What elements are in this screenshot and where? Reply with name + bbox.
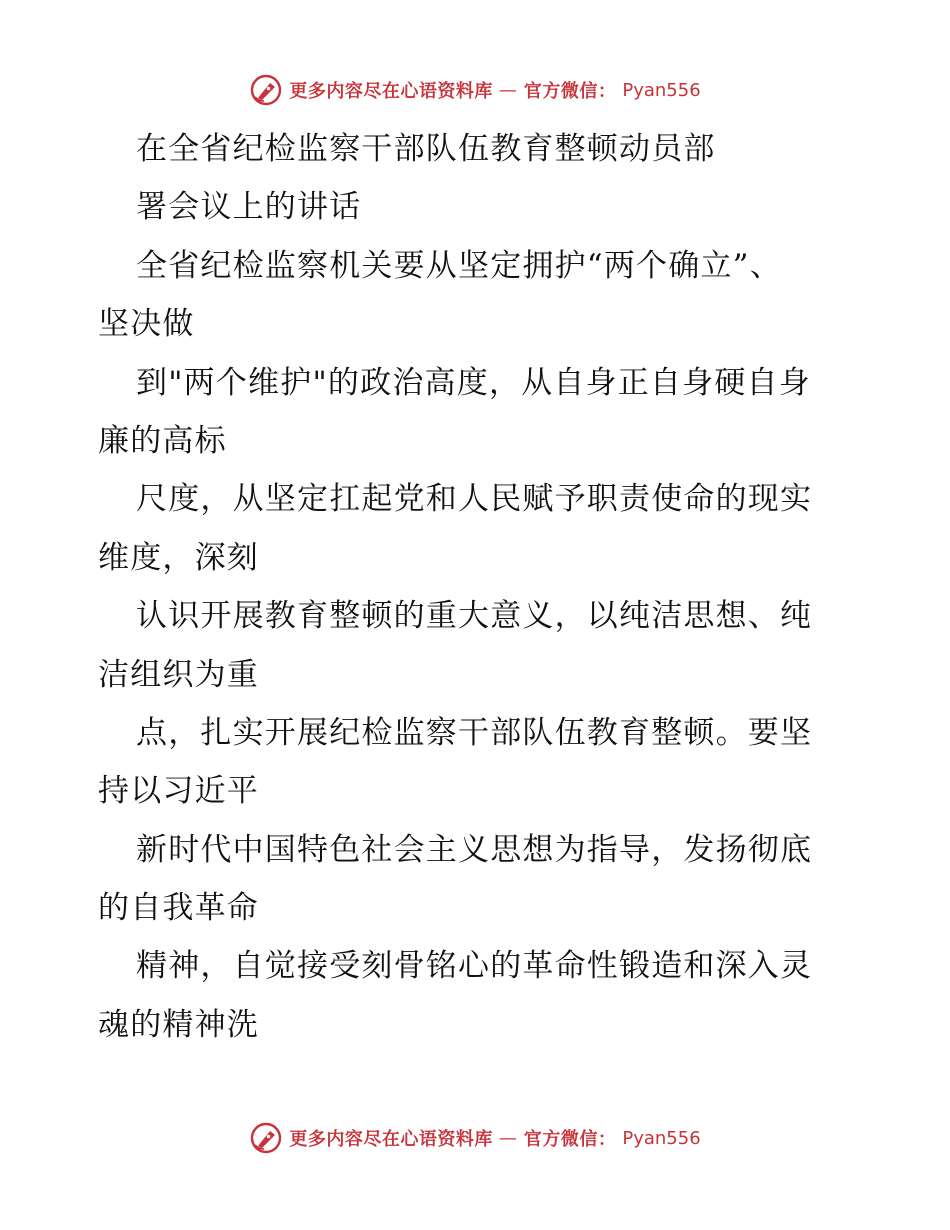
footer-watermark [0,1118,950,1158]
paragraph-line: 坚决做 [98,306,195,343]
paragraph-line: 的自我革命 [98,890,259,927]
paragraph-line: 持以习近平 [98,773,259,810]
paragraph-line: 新时代中国特色社会主义思想为指导，发扬彻底 [136,831,813,868]
document-body [98,120,858,1054]
header-watermark [0,70,950,110]
paragraph-line: 全省纪检监察机关要从坚定拥护“两个确立”、 [136,247,782,284]
paragraph-line: 维度，深刻 [98,539,259,576]
watermark-site-text: 更多内容尽在心语资料库 [289,81,493,102]
watermark-separator: — [498,1127,518,1149]
paragraph-line: 尺度，从坚定扛起党和人民赋予职责使命的现实 [136,481,813,518]
document-title-line: 在全省纪检监察干部队伍教育整顿动员部 [136,131,716,167]
paragraph-line: 洁组织为重 [98,656,259,693]
paragraph-line: 认识开展教育整顿的重大意义，以纯洁思想、纯 [136,598,813,635]
watermark-wechat-id: Pyan556 [622,79,701,101]
paragraph-line: 廉的高标 [98,422,227,459]
paragraph-line: 到"两个维护"的政治高度，从自身正自身硬自身 [136,364,811,401]
watermark-site-text: 更多内容尽在心语资料库 [289,1129,493,1150]
pen-nib-circle-icon [249,1121,283,1155]
watermark-wechat-label: 官方微信： [523,81,617,102]
paragraph-line: 精神，自觉接受刻骨铭心的革命性锻造和深入灵 [136,948,813,985]
watermark-separator: — [498,79,518,101]
pen-nib-circle-icon [249,73,283,107]
document-title-line: 署会议上的讲话 [136,189,362,226]
paragraph-line: 点，扎实开展纪检监察干部队伍教育整顿。要坚 [136,714,813,751]
watermark-wechat-id: Pyan556 [622,1127,701,1149]
paragraph-line: 魂的精神洗 [98,1006,259,1043]
watermark-wechat-label: 官方微信： [523,1129,617,1150]
